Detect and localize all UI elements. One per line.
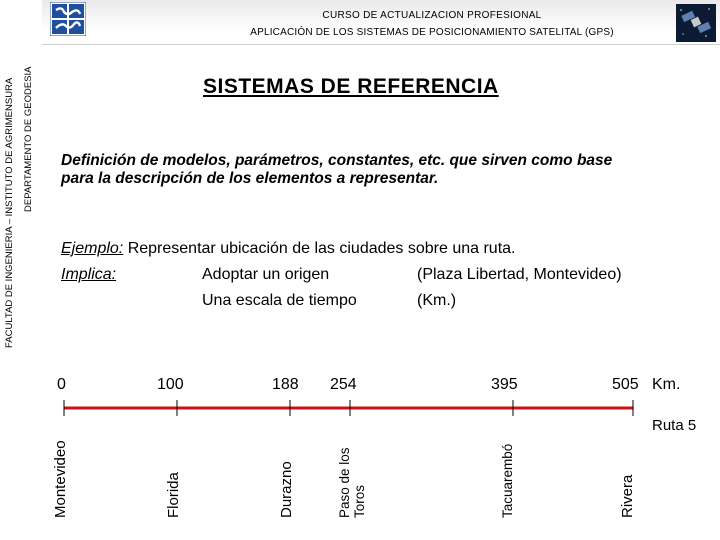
city-durazno: Durazno: [278, 461, 295, 518]
km-label-254: 254: [330, 376, 357, 393]
city-rivera: Rivera: [619, 474, 636, 518]
course-title: CURSO DE ACTUALIZACION PROFESIONAL: [322, 10, 542, 21]
department-label: DEPARTAMENTO DE GEODESIA: [23, 66, 34, 212]
km-label-505: 505: [612, 376, 639, 393]
faculty-label: FACULTAD DE INGENIERIA – INSTITUTO DE AGRIMENSURA: [4, 77, 15, 348]
implica-step-2: Una escala de tiempo: [202, 292, 357, 309]
km-unit-label: Km.: [652, 376, 681, 393]
city-paso-line-1: Paso de los: [337, 447, 352, 518]
city-montevideo: Montevideo: [52, 440, 69, 518]
implica-label: Implica:: [61, 266, 117, 283]
city-tacuarembo: Tacuarembó: [500, 443, 515, 518]
slide-title: SISTEMAS DE REFERENCIA: [203, 75, 499, 98]
city-florida: Florida: [165, 472, 182, 518]
km-label-395: 395: [491, 376, 518, 393]
example-text: Representar ubicación de las ciudades sobre una ruta.: [123, 240, 516, 257]
definition-line-2: para la descripción de los elementos a representar.: [61, 170, 439, 187]
route-label: Ruta 5: [652, 417, 697, 434]
implica-step-1: Adoptar un origen: [202, 266, 330, 283]
km-label-188: 188: [272, 376, 299, 393]
city-paso-line-2: Toros: [352, 484, 367, 518]
km-label-0: 0: [57, 376, 66, 393]
example-label: Ejemplo:: [61, 240, 124, 257]
implica-step-2-note: (Km.): [417, 292, 457, 309]
implica-step-1-note: (Plaza Libertad, Montevideo): [417, 266, 622, 283]
definition-line-1: Definición de modelos, parámetros, constantes, etc. que sirven como base: [61, 152, 613, 169]
km-label-100: 100: [157, 376, 184, 393]
course-subtitle: APLICACIÓN DE LOS SISTEMAS DE POSICIONAMIENTO SATELITAL (GPS): [250, 27, 614, 38]
city-paso-de-los-toros: [337, 447, 367, 518]
